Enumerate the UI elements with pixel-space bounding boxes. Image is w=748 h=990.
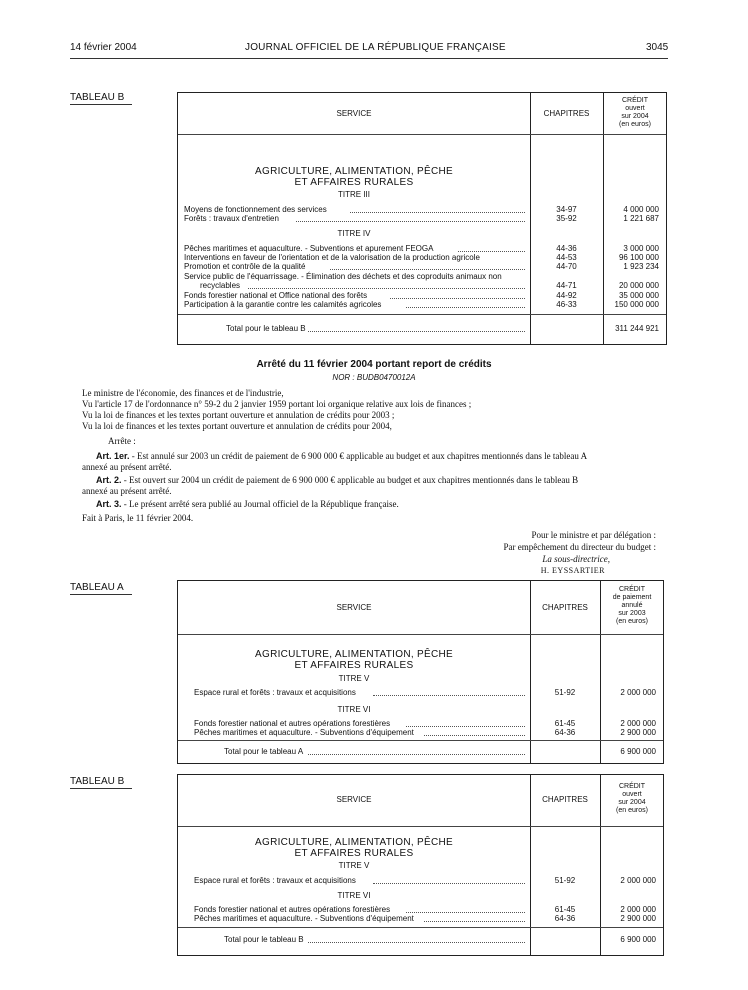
row-chapitre: 34-97 [556,205,577,214]
row-label: Fonds forestier national et autres opérations forestières [194,719,391,728]
col-head-chapitres: CHAPITRES [543,109,590,118]
col-head-credit [600,783,664,815]
header-rule [70,58,668,59]
tableau-b-label: TABLEAU B [70,92,125,103]
header-title: JOURNAL OFFICIEL DE LA RÉPUBLIQUE FRANÇAISE [245,42,506,53]
credit-line: sur 2003 [618,610,646,617]
row-amount: 2 900 000 [620,914,656,923]
row-label: Interventions en faveur de l'orientation et de la valorisation de la production agricole [184,253,480,262]
leader-dots [424,914,525,922]
row-chapitre: 44-92 [556,291,577,300]
credit-line: (en euros) [619,121,651,128]
row-amount: 20 000 000 [618,281,659,290]
ministry-line: ET AFFAIRES RURALES [294,848,414,859]
col-head-credit [603,97,667,129]
preamble-line: Vu l'article 17 de l'ordonnance n° 59-2 du 2 janvier 1959 portant loi organique relative aux lois de finances ; [82,399,472,409]
total-divider [178,927,663,928]
titre-vi: TITRE VI [337,891,371,900]
ministry-line: ET AFFAIRES RURALES [294,660,414,671]
credit-line: de paiement [612,594,652,601]
tableau-b2-label: TABLEAU B [70,776,125,787]
header-divider [178,134,666,135]
row-amount: 3 000 000 [623,244,659,253]
row-label: recyclables [200,281,241,290]
fait-a-paris: Fait à Paris, le 11 février 2004. [82,513,194,523]
row-chapitre: 44-53 [556,253,577,262]
total-amount: 6 900 000 [620,935,656,944]
titre-v: TITRE V [338,861,370,870]
tableau-a-label-rule [70,594,132,595]
ministry-line: AGRICULTURE, ALIMENTATION, PÊCHE [255,166,453,177]
leader-dots [308,935,525,943]
row-chapitre: 61-45 [554,719,576,728]
tableau-b-table [177,92,667,345]
ministry-line: ET AFFAIRES RURALES [294,177,414,188]
total-label: Total pour le tableau B [226,324,306,333]
row-chapitre: 35-92 [556,214,577,223]
arrete-title: Arrêté du 11 février 2004 portant report de crédits [256,359,492,370]
row-label: Pêches maritimes et aquaculture. - Subventions d'équipement [194,728,414,737]
col-head-service: SERVICE [336,603,372,612]
row-amount: 2 000 000 [620,688,656,697]
leader-dots [296,214,525,222]
article-1-text: - Est annulé sur 2003 un crédit de paiement de 6 900 000 € applicable au budget et aux chapitres mentionnés dans le tableau A [129,451,588,461]
credit-line: (en euros) [616,807,648,814]
row-chapitre: 44-36 [556,244,577,253]
row-label: Espace rural et forêts : travaux et acquisitions [194,876,356,885]
article-3-text: - Le présent arrêté sera publié au Journal officiel de la République française. [121,499,399,509]
credit-line: ouvert [622,791,642,798]
credit-line: sur 2004 [621,113,649,120]
arrete-word: Arrête : [108,436,136,446]
leader-dots [373,688,525,696]
titre-iii: TITRE III [338,190,370,199]
row-label: Pêches maritimes et aquaculture. - Subventions et apurement FEOGA [184,244,434,253]
row-label: Promotion et contrôle de la qualité [184,262,306,271]
leader-dots [390,291,525,299]
tableau-b-label-rule [70,104,132,105]
row-amount: 2 000 000 [620,719,656,728]
row-amount: 35 000 000 [618,291,659,300]
credit-line: CRÉDIT [618,783,646,790]
tableau-a-label: TABLEAU A [70,582,124,593]
row-chapitre: 64-36 [554,914,576,923]
article-3 [96,499,399,509]
ministry-line: AGRICULTURE, ALIMENTATION, PÊCHE [255,837,453,848]
credit-line: ouvert [625,105,645,112]
arrete-nor: NOR : BUDB0470012A [332,373,416,382]
article-2-head: Art. 2. [96,475,122,485]
row-label: Participation à la garantie contre les calamités agricoles [184,300,382,309]
total-label: Total pour le tableau A [224,747,304,756]
tableau-b2-table [177,774,664,956]
leader-dots [308,324,525,332]
row-label: Fonds forestier national et autres opérations forestières [194,905,391,914]
tableau-b2-label-rule [70,788,132,789]
row-amount: 2 000 000 [620,905,656,914]
article-2 [96,475,578,485]
row-amount: 2 900 000 [620,728,656,737]
credit-line: annulé [621,602,643,609]
row-amount: 1 221 687 [623,214,659,223]
titre-v: TITRE V [338,674,370,683]
row-chapitre: 44-71 [556,281,577,290]
article-1 [96,451,587,461]
article-2-text: - Est ouvert sur 2004 un crédit de paiement de 6 900 000 € applicable au budget et aux chapitres mentionnés dans le tableau B [121,475,579,485]
leader-dots [350,205,525,213]
signature-line: Pour le ministre et par délégation : [531,530,656,540]
row-label: Service public de l'équarrissage. - Élimination des déchets et des coproduits animaux non [184,272,502,281]
leader-dots [308,747,525,755]
total-label: Total pour le tableau B [224,935,304,944]
col-head-service: SERVICE [336,109,372,118]
row-label: Pêches maritimes et aquaculture. - Subventions d'équipement [194,914,414,923]
leader-dots [248,281,525,289]
row-chapitre: 51-92 [554,688,576,697]
credit-line: sur 2004 [618,799,646,806]
preamble-line: Le ministre de l'économie, des finances et de l'industrie, [82,388,284,398]
article-1-head: Art. 1er. [96,451,130,461]
col-head-service: SERVICE [336,795,372,804]
header-divider [178,826,663,827]
article-3-head: Art. 3. [96,499,122,509]
total-divider [178,740,663,741]
row-chapitre: 46-33 [556,300,577,309]
row-chapitre: 64-36 [554,728,576,737]
titre-iv: TITRE IV [337,229,371,238]
row-chapitre: 44-70 [556,262,577,271]
total-amount: 311 244 921 [615,324,659,333]
col-head-chapitres: CHAPITRES [542,603,588,612]
row-chapitre: 61-45 [554,905,576,914]
ministry-title [178,837,530,859]
page-number: 3045 [646,42,669,53]
leader-dots [330,262,525,270]
row-amount: 96 100 000 [618,253,659,262]
signature-line: Par empêchement du directeur du budget : [503,542,656,552]
row-amount: 150 000 000 [614,300,659,309]
row-label: Forêts : travaux d'entretien [184,214,279,223]
ministry-title [178,649,530,671]
total-divider [178,314,666,315]
article-1-cont: annexé au présent arrêté. [82,462,172,472]
leader-dots [406,905,525,913]
leader-dots [373,876,525,884]
row-label: Espace rural et forêts : travaux et acquisitions [194,688,356,697]
leader-dots [458,244,525,252]
titre-vi: TITRE VI [337,705,371,714]
row-label: Moyens de fonctionnement des services [184,205,327,214]
col-head-credit [600,586,664,626]
header-date: 14 février 2004 [70,42,137,53]
ministry-line: AGRICULTURE, ALIMENTATION, PÊCHE [255,649,453,660]
signature-line: La sous-directrice, [542,554,610,564]
row-label: Fonds forestier national et Office national des forêts [184,291,368,300]
signature-name: H. EYSSARTIER [540,566,605,575]
leader-dots [424,728,525,736]
row-amount: 4 000 000 [623,205,659,214]
article-2-cont: annexé au présent arrêté. [82,486,172,496]
row-chapitre: 51-92 [554,876,576,885]
row-amount: 1 923 234 [623,262,659,271]
preamble-line: Vu la loi de finances et les textes portant ouverture et annulation de crédits pour 2004, [82,421,392,431]
col-head-chapitres: CHAPITRES [542,795,588,804]
leader-dots [406,719,525,727]
row-amount: 2 000 000 [620,876,656,885]
credit-line: (en euros) [616,618,648,625]
header-divider [178,634,663,635]
credit-line: CRÉDIT [621,97,649,104]
leader-dots [406,300,525,308]
total-amount: 6 900 000 [620,747,656,756]
credit-line: CRÉDIT [618,586,646,593]
tableau-a-table [177,580,664,764]
ministry-title [178,166,530,188]
preamble-line: Vu la loi de finances et les textes portant ouverture et annulation de crédits pour 2003 ; [82,410,395,420]
